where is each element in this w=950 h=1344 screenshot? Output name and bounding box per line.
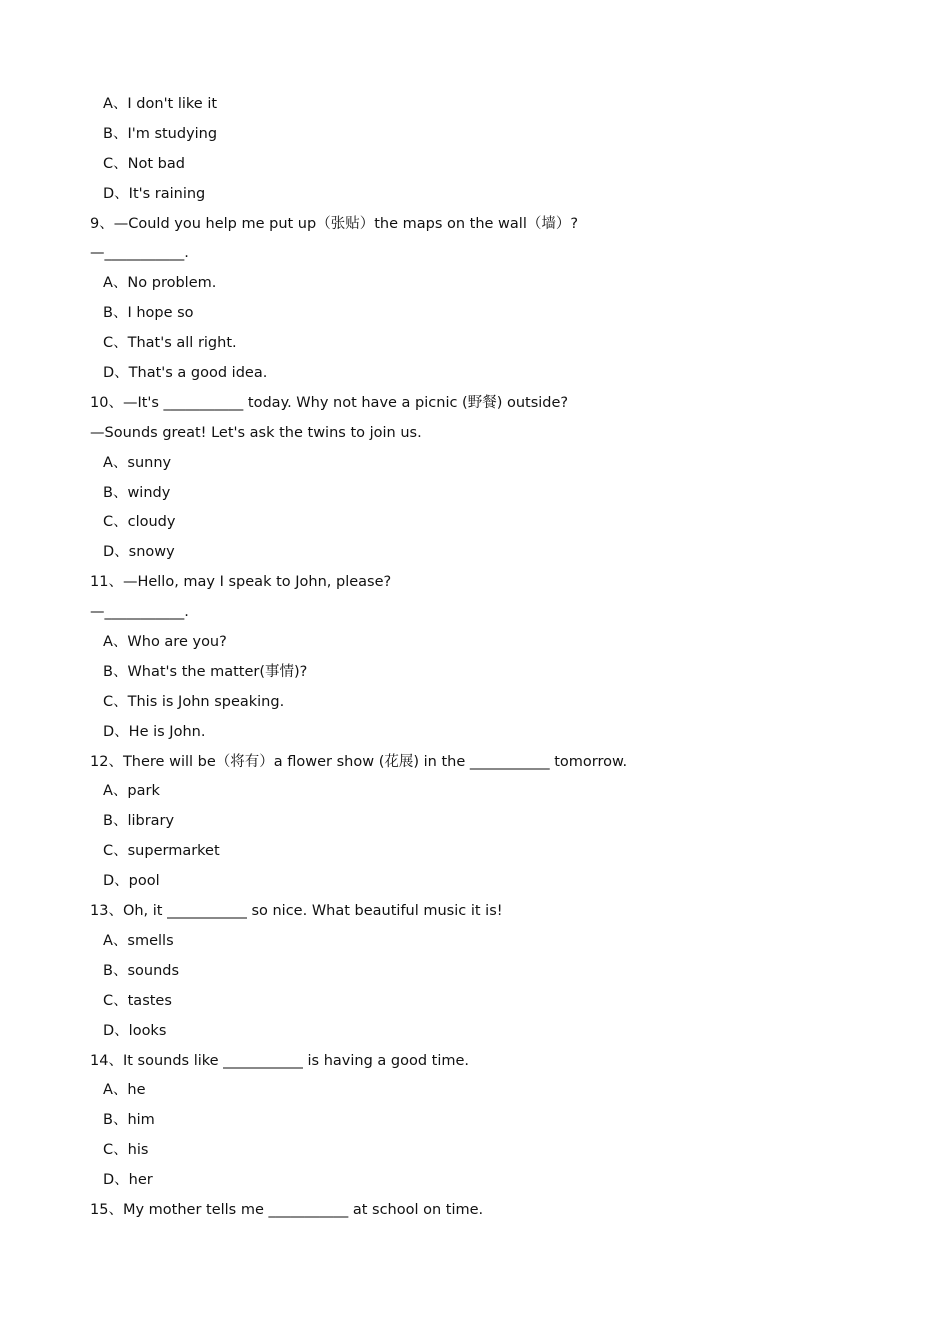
option-line: A、No problem.: [103, 275, 217, 292]
option-line: D、He is John.: [103, 723, 206, 740]
option-line: A、sunny: [103, 454, 172, 471]
option-line: B、I'm studying: [103, 125, 218, 142]
question-11: 11、—Hello, may I speak to John, please?: [90, 574, 392, 591]
option-line: D、That's a good idea.: [103, 365, 268, 382]
option-line: B、I hope so: [103, 305, 194, 322]
question-list: [90, 90, 870, 1226]
question-14: 14、It sounds like ___________ is having a good time.: [90, 1052, 470, 1069]
option-line: D、her: [103, 1172, 153, 1189]
option-line: C、supermarket: [103, 843, 220, 860]
option-line: B、windy: [103, 484, 171, 501]
option-line: C、Not bad: [103, 155, 185, 172]
option-line: A、smells: [103, 932, 174, 949]
question-15: 15、My mother tells me ___________ at school on time.: [90, 1201, 484, 1218]
option-line: B、sounds: [103, 962, 180, 979]
option-line: C、This is John speaking.: [103, 693, 285, 710]
option-line: A、I don't like it: [103, 96, 218, 112]
option-line: C、That's all right.: [103, 335, 237, 352]
option-line: B、What's the matter(事情)?: [103, 663, 308, 680]
option-line: D、looks: [103, 1022, 167, 1039]
option-line: B、him: [103, 1112, 155, 1129]
option-line: C、cloudy: [103, 514, 176, 531]
answer-line: —Sounds great! Let's ask the twins to join us.: [90, 424, 422, 441]
question-9: 9、—Could you help me put up（张贴）the maps on the wall（墙）?: [90, 215, 579, 232]
option-line: D、snowy: [103, 544, 175, 561]
option-line: D、pool: [103, 873, 160, 890]
option-line: D、It's raining: [103, 185, 206, 202]
option-line: C、tastes: [103, 992, 172, 1009]
option-line: C、his: [103, 1142, 149, 1159]
answer-blank-line: —___________.: [90, 245, 189, 262]
answer-blank-line: —___________.: [90, 604, 189, 621]
question-12: 12、There will be（将有）a flower show (花展) in the ___________ tomorrow.: [90, 753, 628, 770]
question-13: 13、Oh, it ___________ so nice. What beautiful music it is!: [90, 903, 503, 920]
question-10: 10、—It's ___________ today. Why not have a picnic (野餐) outside?: [90, 394, 569, 411]
option-line: A、park: [103, 783, 160, 800]
option-line: B、library: [103, 813, 175, 830]
option-line: A、he: [103, 1082, 146, 1099]
option-line: A、Who are you?: [103, 634, 227, 651]
